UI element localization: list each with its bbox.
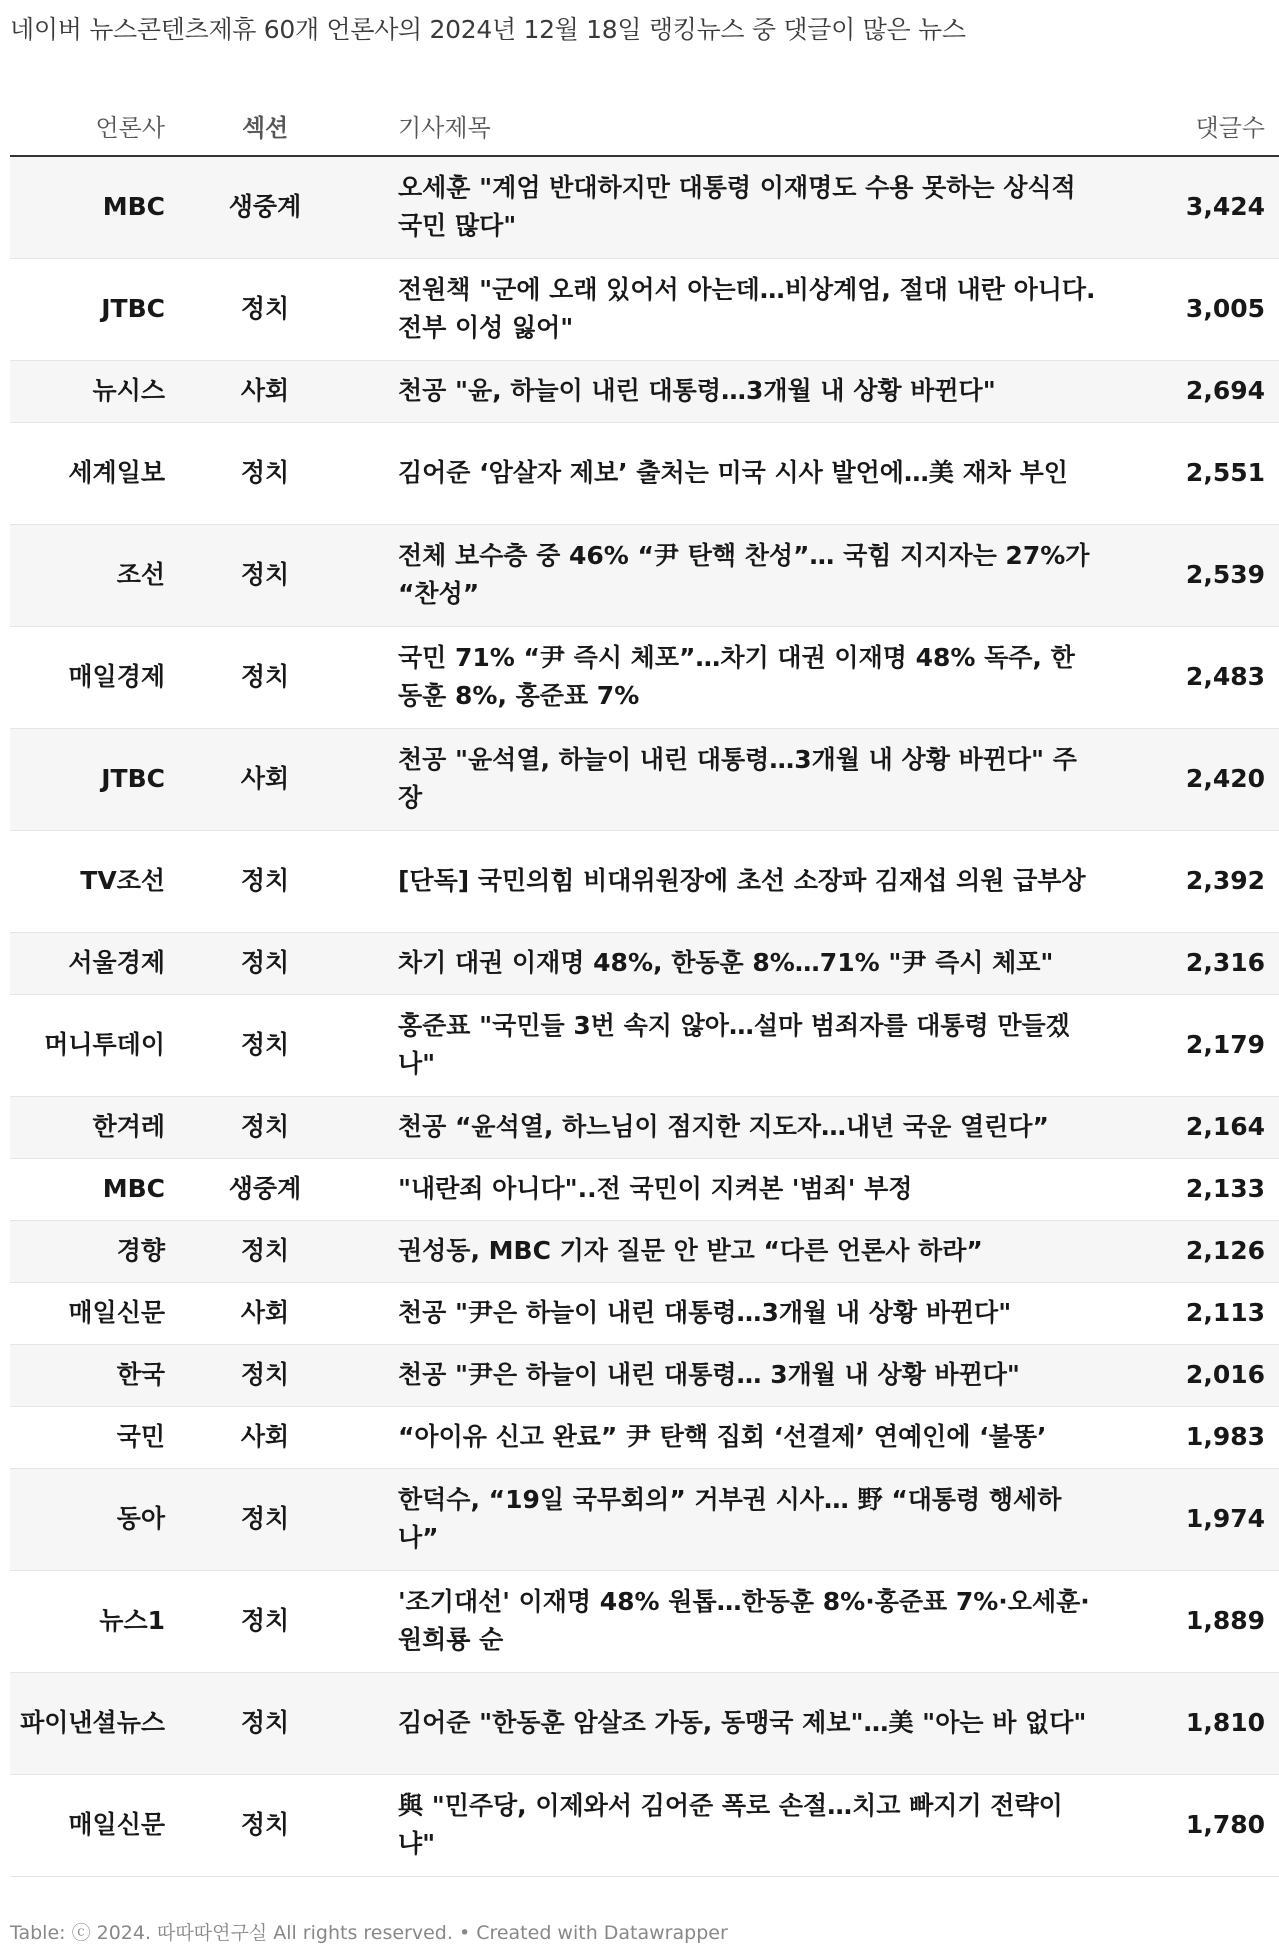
table-row: [10, 1158, 1279, 1220]
outlet-cell: JTBC: [10, 728, 165, 830]
outlet-cell: 뉴스1: [10, 1570, 165, 1672]
header-outlet[interactable]: 언론사: [10, 95, 165, 156]
comments-cell: 1,810: [1118, 1672, 1279, 1774]
section-cell: 사회: [165, 1282, 365, 1344]
table-row: [10, 1344, 1279, 1406]
headline-cell: 천공 "윤, 하늘이 내린 대통령…3개월 내 상황 바뀐다": [365, 360, 1118, 422]
section-cell: 정치: [165, 1220, 365, 1282]
outlet-cell: 조선: [10, 524, 165, 626]
section-cell: 정치: [165, 1096, 365, 1158]
outlet-cell: 세계일보: [10, 422, 165, 524]
comments-cell: 2,392: [1118, 830, 1279, 932]
comments-cell: 2,483: [1118, 626, 1279, 728]
section-cell: 생중계: [165, 156, 365, 258]
table-row: [10, 156, 1279, 258]
section-cell: 정치: [165, 258, 365, 360]
headline-cell: 오세훈 "계엄 반대하지만 대통령 이재명도 수용 못하는 상식적 국민 많다": [365, 156, 1118, 258]
outlet-cell: 뉴시스: [10, 360, 165, 422]
outlet-cell: 경향: [10, 1220, 165, 1282]
comments-cell: 1,974: [1118, 1468, 1279, 1570]
table-row: [10, 1468, 1279, 1570]
table-row: [10, 1406, 1279, 1468]
comments-cell: 1,983: [1118, 1406, 1279, 1468]
section-cell: 사회: [165, 728, 365, 830]
headline-cell: 김어준 "한동훈 암살조 가동, 동맹국 제보"…美 "아는 바 없다": [365, 1672, 1118, 1774]
table-row: [10, 728, 1279, 830]
section-cell: 정치: [165, 524, 365, 626]
section-cell: 정치: [165, 994, 365, 1096]
section-cell: 정치: [165, 830, 365, 932]
table-row: [10, 1774, 1279, 1876]
outlet-cell: 국민: [10, 1406, 165, 1468]
outlet-cell: TV조선: [10, 830, 165, 932]
table-row: [10, 258, 1279, 360]
headline-cell: 홍준표 "국민들 3번 속지 않아…설마 범죄자를 대통령 만들겠나": [365, 994, 1118, 1096]
outlet-cell: 서울경제: [10, 932, 165, 994]
outlet-cell: 동아: [10, 1468, 165, 1570]
comments-cell: 3,424: [1118, 156, 1279, 258]
table-row: [10, 1220, 1279, 1282]
header-headline[interactable]: 기사제목: [365, 95, 1118, 156]
table-row: [10, 1672, 1279, 1774]
section-cell: 정치: [165, 1344, 365, 1406]
section-cell: 정치: [165, 1672, 365, 1774]
comments-cell: 2,539: [1118, 524, 1279, 626]
footer-credit: Table: ⓒ 2024. 따따따연구실 All rights reserved. • Created with Datawrapper: [10, 1922, 728, 1944]
table-row: [10, 1570, 1279, 1672]
headline-cell: “아이유 신고 완료” 尹 탄핵 집회 ‘선결제’ 연예인에 ‘불똥’: [365, 1406, 1118, 1468]
comments-cell: 2,694: [1118, 360, 1279, 422]
header-comments[interactable]: 댓글수: [1118, 95, 1279, 156]
section-cell: 정치: [165, 932, 365, 994]
comments-cell: 2,133: [1118, 1158, 1279, 1220]
section-cell: 사회: [165, 1406, 365, 1468]
comments-cell: 2,316: [1118, 932, 1279, 994]
comments-cell: 2,551: [1118, 422, 1279, 524]
headline-cell: 천공 "尹은 하늘이 내린 대통령…3개월 내 상황 바뀐다": [365, 1282, 1118, 1344]
comments-cell: 2,420: [1118, 728, 1279, 830]
outlet-cell: 매일신문: [10, 1774, 165, 1876]
comments-table: [10, 95, 1279, 1877]
outlet-cell: MBC: [10, 1158, 165, 1220]
outlet-cell: 머니투데이: [10, 994, 165, 1096]
table-row: [10, 626, 1279, 728]
headline-cell: '조기대선' 이재명 48% 원톱…한동훈 8%·홍준표 7%·오세훈·원희룡 순: [365, 1570, 1118, 1672]
header-section[interactable]: 섹션: [165, 95, 365, 156]
outlet-cell: 매일신문: [10, 1282, 165, 1344]
table-row: [10, 830, 1279, 932]
table-row: [10, 360, 1279, 422]
comments-cell: 3,005: [1118, 258, 1279, 360]
headline-cell: 권성동, MBC 기자 질문 안 받고 “다른 언론사 하라”: [365, 1220, 1118, 1282]
comments-cell: 2,179: [1118, 994, 1279, 1096]
headline-cell: 한덕수, “19일 국무회의” 거부권 시사… 野 “대통령 행세하나”: [365, 1468, 1118, 1570]
table-row: [10, 994, 1279, 1096]
table-row: [10, 932, 1279, 994]
comments-cell: 1,780: [1118, 1774, 1279, 1876]
table-row: [10, 1282, 1279, 1344]
section-cell: 정치: [165, 626, 365, 728]
outlet-cell: 한국: [10, 1344, 165, 1406]
table-body: [10, 156, 1279, 1876]
table-row: [10, 1096, 1279, 1158]
headline-cell: "내란죄 아니다"..전 국민이 지켜본 '범죄' 부정: [365, 1158, 1118, 1220]
headline-cell: [단독] 국민의힘 비대위원장에 초선 소장파 김재섭 의원 급부상: [365, 830, 1118, 932]
comments-cell: 2,113: [1118, 1282, 1279, 1344]
table-row: [10, 524, 1279, 626]
section-cell: 정치: [165, 1468, 365, 1570]
comments-cell: 2,016: [1118, 1344, 1279, 1406]
outlet-cell: 한겨레: [10, 1096, 165, 1158]
headline-cell: 천공 "尹은 하늘이 내린 대통령… 3개월 내 상황 바뀐다": [365, 1344, 1118, 1406]
section-cell: 정치: [165, 1570, 365, 1672]
comments-cell: 2,164: [1118, 1096, 1279, 1158]
headline-cell: 김어준 ‘암살자 제보’ 출처는 미국 시사 발언에…美 재차 부인: [365, 422, 1118, 524]
table-header-row: [10, 95, 1279, 156]
table-row: [10, 422, 1279, 524]
section-cell: 생중계: [165, 1158, 365, 1220]
headline-cell: 차기 대권 이재명 48%, 한동훈 8%…71% "尹 즉시 체포": [365, 932, 1118, 994]
outlet-cell: 파이낸셜뉴스: [10, 1672, 165, 1774]
outlet-cell: MBC: [10, 156, 165, 258]
outlet-cell: JTBC: [10, 258, 165, 360]
headline-cell: 국민 71% “尹 즉시 체포”…차기 대권 이재명 48% 독주, 한동훈 8%, 홍준표 7%: [365, 626, 1118, 728]
headline-cell: 전원책 "군에 오래 있어서 아는데…비상계엄, 절대 내란 아니다. 전부 이성 잃어": [365, 258, 1118, 360]
comments-cell: 2,126: [1118, 1220, 1279, 1282]
headline-cell: 천공 “윤석열, 하느님이 점지한 지도자…내년 국운 열린다”: [365, 1096, 1118, 1158]
section-cell: 사회: [165, 360, 365, 422]
table-title: 네이버 뉴스콘텐츠제휴 60개 언론사의 2024년 12월 18일 랭킹뉴스 중 댓글이 많은 뉴스: [10, 15, 966, 44]
headline-cell: 전체 보수층 중 46% “尹 탄핵 찬성”… 국힘 지지자는 27%가 “찬성”: [365, 524, 1118, 626]
headline-cell: 천공 "윤석열, 하늘이 내린 대통령…3개월 내 상황 바뀐다" 주장: [365, 728, 1118, 830]
outlet-cell: 매일경제: [10, 626, 165, 728]
section-cell: 정치: [165, 422, 365, 524]
section-cell: 정치: [165, 1774, 365, 1876]
comments-cell: 1,889: [1118, 1570, 1279, 1672]
headline-cell: 與 "민주당, 이제와서 김어준 폭로 손절…치고 빠지기 전략이냐": [365, 1774, 1118, 1876]
